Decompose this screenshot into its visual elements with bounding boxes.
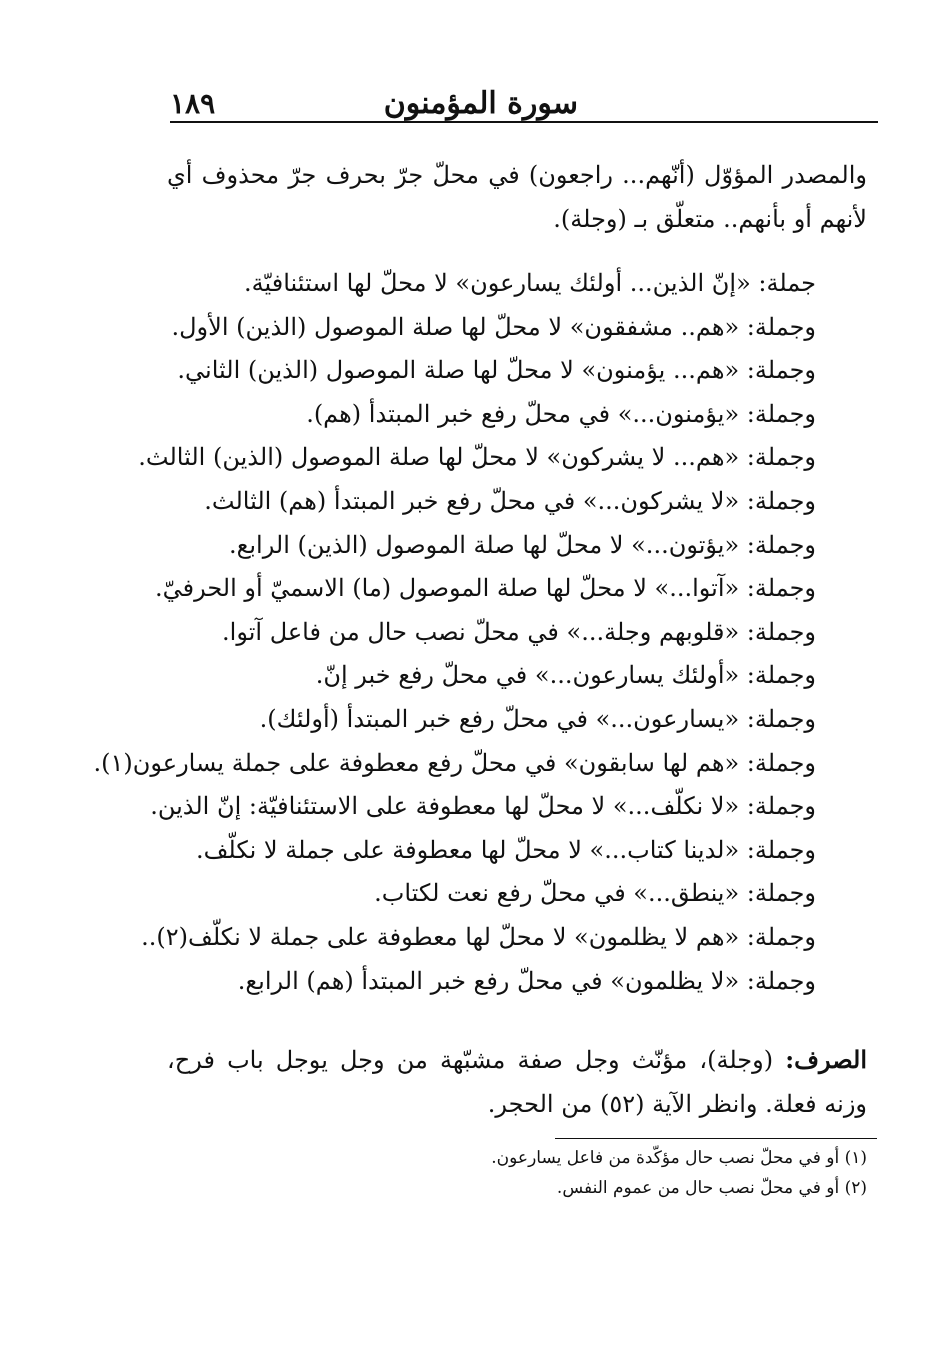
grammar-entry: وجملة: «أولئك يسارعون...» في محلّ رفع خبر إنّ. [315,661,816,690]
grammar-entry: وجملة: «يؤتون...» لا محلّ لها صلة الموصول (الذين) الرابع. [228,530,816,559]
grammar-entry: وجملة: «هم... يؤمنون» لا محلّ لها صلة الموصول (الذين) الثاني. [177,356,816,385]
sarf-text: (وجلة)، مؤنّث وجل صفة مشبّهة من وجل يوجل باب فرح، وزنه فعلة. وانظر الآية (٥٢) من الحجر. [167,1046,867,1118]
header-rule [170,121,878,123]
grammar-entry: وجملة: «لا يظلمون» في محلّ رفع خبر المبتدأ (هم) الرابع. [237,966,816,995]
footnotes [367,1143,867,1203]
grammar-entry: وجملة: «قلوبهم وجلة...» في محلّ نصب حال من فاعل آتوا. [222,617,816,646]
grammar-entry: وجملة: «يؤمنون...» في محلّ رفع خبر المبتدأ (هم). [306,399,816,428]
grammar-entry: وجملة: «لا يشركون...» في محلّ رفع خبر المبتدأ (هم) الثالث. [204,486,816,515]
grammar-entry: وجملة: «هم لا يظلمون» لا محلّ لها معطوفة على جملة لا نكلّف(٢).. [141,922,816,951]
grammar-entry: وجملة: «ينطق...» في محلّ رفع نعت لكتاب. [374,879,816,908]
grammar-entry: وجملة: «هم.. مشفقون» لا محلّ لها صلة الموصول (الذين) الأول. [171,312,816,341]
grammar-entry: وجملة: «هم لها سابقون» في محلّ رفع معطوفة على جملة يسارعون(١). [93,748,816,777]
grammar-entry: جملة: «إنّ الذين... أولئك يسارعون» لا محلّ لها استئنافيّة. [243,269,816,297]
footnote-item: (١) أو في محلّ نصب حال مؤكّدة من فاعل يسارعون. [491,1148,867,1168]
footnote-rule [555,1138,877,1139]
grammar-entry: وجملة: «لا نكلّف...» لا محلّ لها معطوفة على الاستئنافيّة: إنّ الذين. [150,792,816,821]
sarf-label: الصرف: [785,1045,867,1074]
sarf-paragraph [167,1038,867,1126]
grammar-entries-list [93,262,816,1003]
footnote-item: (٢) أو في محلّ نصب حال من عموم النفس. [556,1178,867,1198]
grammar-entry: وجملة: «يسارعون...» في محلّ رفع خبر المبتدأ (أولئك). [259,704,816,733]
intro-paragraph: والمصدر المؤوّل (أنّهم... راجعون) في محلّ جرّ بحرف جرّ محذوف أي لأنهم أو بأنهم.. متعلّق بـ (وجلة). [167,161,867,233]
grammar-entry: وجملة: «آتوا...» لا محلّ لها صلة الموصول (ما) الاسميّ أو الحرفيّ. [154,574,816,603]
grammar-entry: وجملة: «هم... لا يشركون» لا محلّ لها صلة الموصول (الذين) الثالث. [138,443,816,472]
grammar-entry: وجملة: «لدينا كتاب...» لا محلّ لها معطوفة على جملة لا نكلّف. [195,835,816,864]
page-number: ١٨٩ [170,86,216,120]
page-header [170,84,878,122]
running-title: سورة المؤمنون [383,85,578,121]
